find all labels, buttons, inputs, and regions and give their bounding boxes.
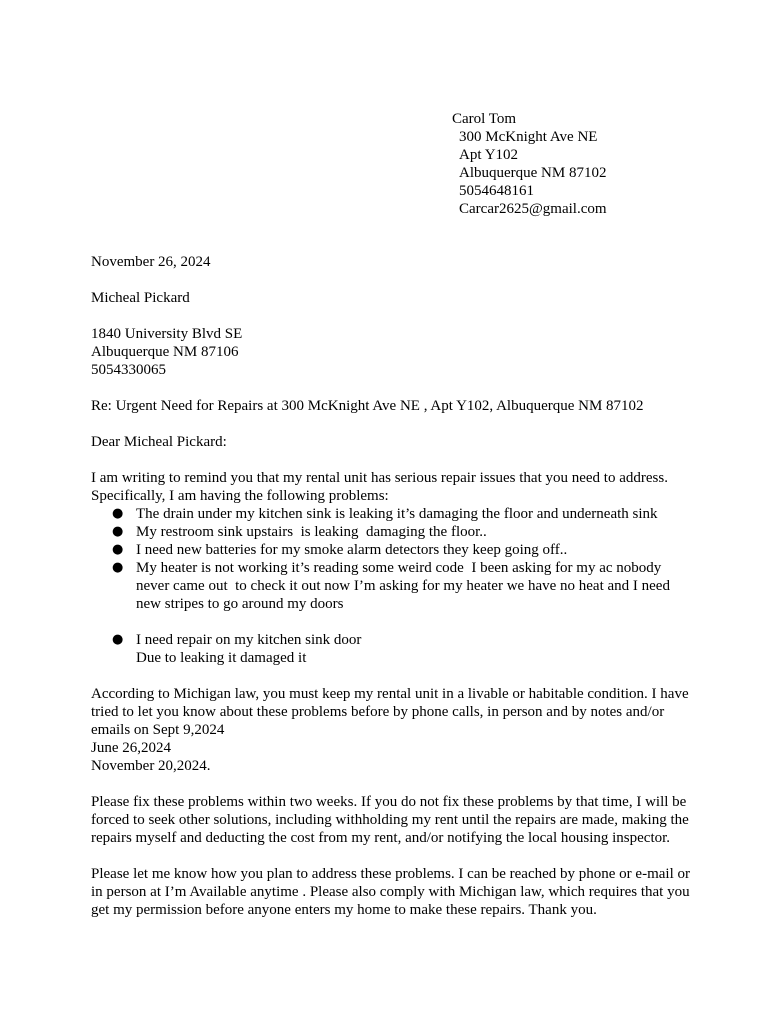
problem-text: I need new batteries for my smoke alarm detectors they keep going off.. xyxy=(136,542,568,558)
recipient-street: 1840 University Blvd SE xyxy=(91,326,243,342)
intro-paragraph: I am writing to remind you that my rental unit has serious repair issues that you need to address. Specifically, I am having the following problems: xyxy=(91,470,672,504)
problem-text-continuation: Due to leaking it damaged it xyxy=(136,650,307,666)
bullet-icon: ● xyxy=(112,632,124,647)
problem-text: My heater is not working it’s reading some weird code I been asking for my ac nobody never came out to check it out now I’m asking for my heater we have no heat and I need new stripes to go around my doors xyxy=(136,560,674,612)
bullet-icon: ● xyxy=(112,506,124,521)
letter-body xyxy=(91,253,694,919)
recipient-phone: 5054330065 xyxy=(91,362,166,378)
list-item xyxy=(91,631,691,667)
deadline-paragraph: Please fix these problems within two weeks. If you do not fix these problems by that time, I will be forced to seek other solutions, including withholding my rent until the repairs are made, making the repairs myself and deducting the cost from my rent, and/or notifying the local housing inspector. xyxy=(91,794,693,846)
sender-phone: 5054648161 xyxy=(459,183,534,199)
bullet-icon: ● xyxy=(112,524,124,539)
list-item xyxy=(91,541,691,559)
sender-apt: Apt Y102 xyxy=(459,147,519,163)
law-paragraph: According to Michigan law, you must keep my rental unit in a livable or habitable condition. I have tried to let you know about these problems before by phone calls, in person and by notes and/or emails on Sept 9,2024 xyxy=(91,686,693,738)
recipient-city: Albuquerque NM 87106 xyxy=(91,344,239,360)
recipient-address-block xyxy=(91,325,691,379)
subject-line: Re: Urgent Need for Repairs at 300 McKnight Ave NE , Apt Y102, Albuquerque NM 87102 xyxy=(91,398,644,414)
list-item xyxy=(91,559,691,613)
sender-street: 300 McKnight Ave NE xyxy=(459,129,598,145)
bullet-icon: ● xyxy=(112,542,124,557)
problem-text: I need repair on my kitchen sink door xyxy=(136,632,362,648)
sender-city: Albuquerque NM 87102 xyxy=(459,165,607,181)
problem-list xyxy=(91,505,691,613)
sender-email: Carcar2625@gmail.com xyxy=(459,201,607,217)
problem-text: The drain under my kitchen sink is leaking it’s damaging the floor and underneath sink xyxy=(136,506,658,522)
list-item xyxy=(91,523,691,541)
sender-address-block xyxy=(452,110,752,218)
sender-name: Carol Tom xyxy=(452,111,517,127)
law-date-november: November 20,2024. xyxy=(91,758,211,774)
closing-paragraph: Please let me know how you plan to address these problems. I can be reached by phone or e-mail or in person at I’m Available anytime . Please also comply with Michigan law, which requires that you get my permission before anyone enters my home to make these repairs. Thank you. xyxy=(91,866,694,918)
problem-list-continued xyxy=(91,631,691,667)
letter-date: November 26, 2024 xyxy=(91,254,211,270)
recipient-name: Micheal Pickard xyxy=(91,290,190,306)
problem-text: My restroom sink upstairs is leaking damaging the floor.. xyxy=(136,524,487,540)
law-date-june: June 26,2024 xyxy=(91,740,171,756)
list-item xyxy=(91,505,691,523)
bullet-icon: ● xyxy=(112,560,124,575)
salutation: Dear Micheal Pickard: xyxy=(91,434,227,450)
